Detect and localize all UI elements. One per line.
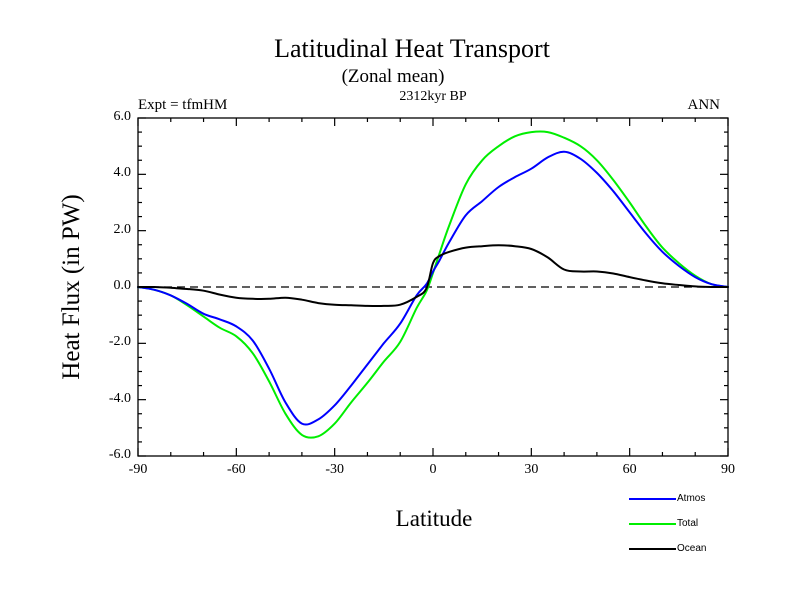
- legend-item-total: [629, 511, 706, 536]
- legend-label-atmos: Atmos: [677, 493, 706, 504]
- legend-label-ocean: Ocean: [677, 543, 707, 554]
- legend-item-atmos: [629, 486, 706, 511]
- legend-line-atmos: [629, 498, 676, 500]
- series-line-atmos: [138, 152, 728, 425]
- season-label: ANN: [687, 97, 720, 113]
- y-tick-label: 2.0: [113, 221, 131, 237]
- x-tick-label: -30: [325, 462, 344, 477]
- series-line-total: [138, 131, 728, 437]
- x-tick-label: -90: [128, 462, 148, 477]
- y-tick-label: 6.0: [113, 109, 131, 124]
- legend-line-total: [629, 523, 676, 525]
- legend-item-ocean: [629, 536, 706, 561]
- x-tick-label: -60: [226, 462, 246, 477]
- x-tick-label: 30: [524, 462, 539, 477]
- y-tick-label: 0.0: [113, 278, 131, 293]
- time-label: 2312kyr BP: [399, 89, 467, 104]
- legend: [629, 486, 706, 561]
- legend-label-total: Total: [677, 518, 699, 529]
- x-axis-label: Latitude: [395, 506, 473, 531]
- legend-line-ocean: [629, 548, 676, 550]
- y-tick-label: -4.0: [108, 390, 131, 406]
- y-tick-label: 4.0: [113, 165, 131, 181]
- y-tick-label: -6.0: [108, 447, 131, 462]
- x-tick-label: 0: [429, 462, 437, 477]
- chart-subtitle: (Zonal mean): [341, 66, 445, 87]
- y-tick-label: -2.0: [108, 334, 131, 350]
- experiment-label: Expt = tfmHM: [138, 97, 228, 113]
- chart-title: Latitudinal Heat Transport: [274, 34, 550, 63]
- y-axis-label: Heat Flux (in PW): [58, 194, 85, 380]
- x-tick-label: 60: [622, 462, 637, 477]
- x-tick-label: 90: [721, 462, 735, 477]
